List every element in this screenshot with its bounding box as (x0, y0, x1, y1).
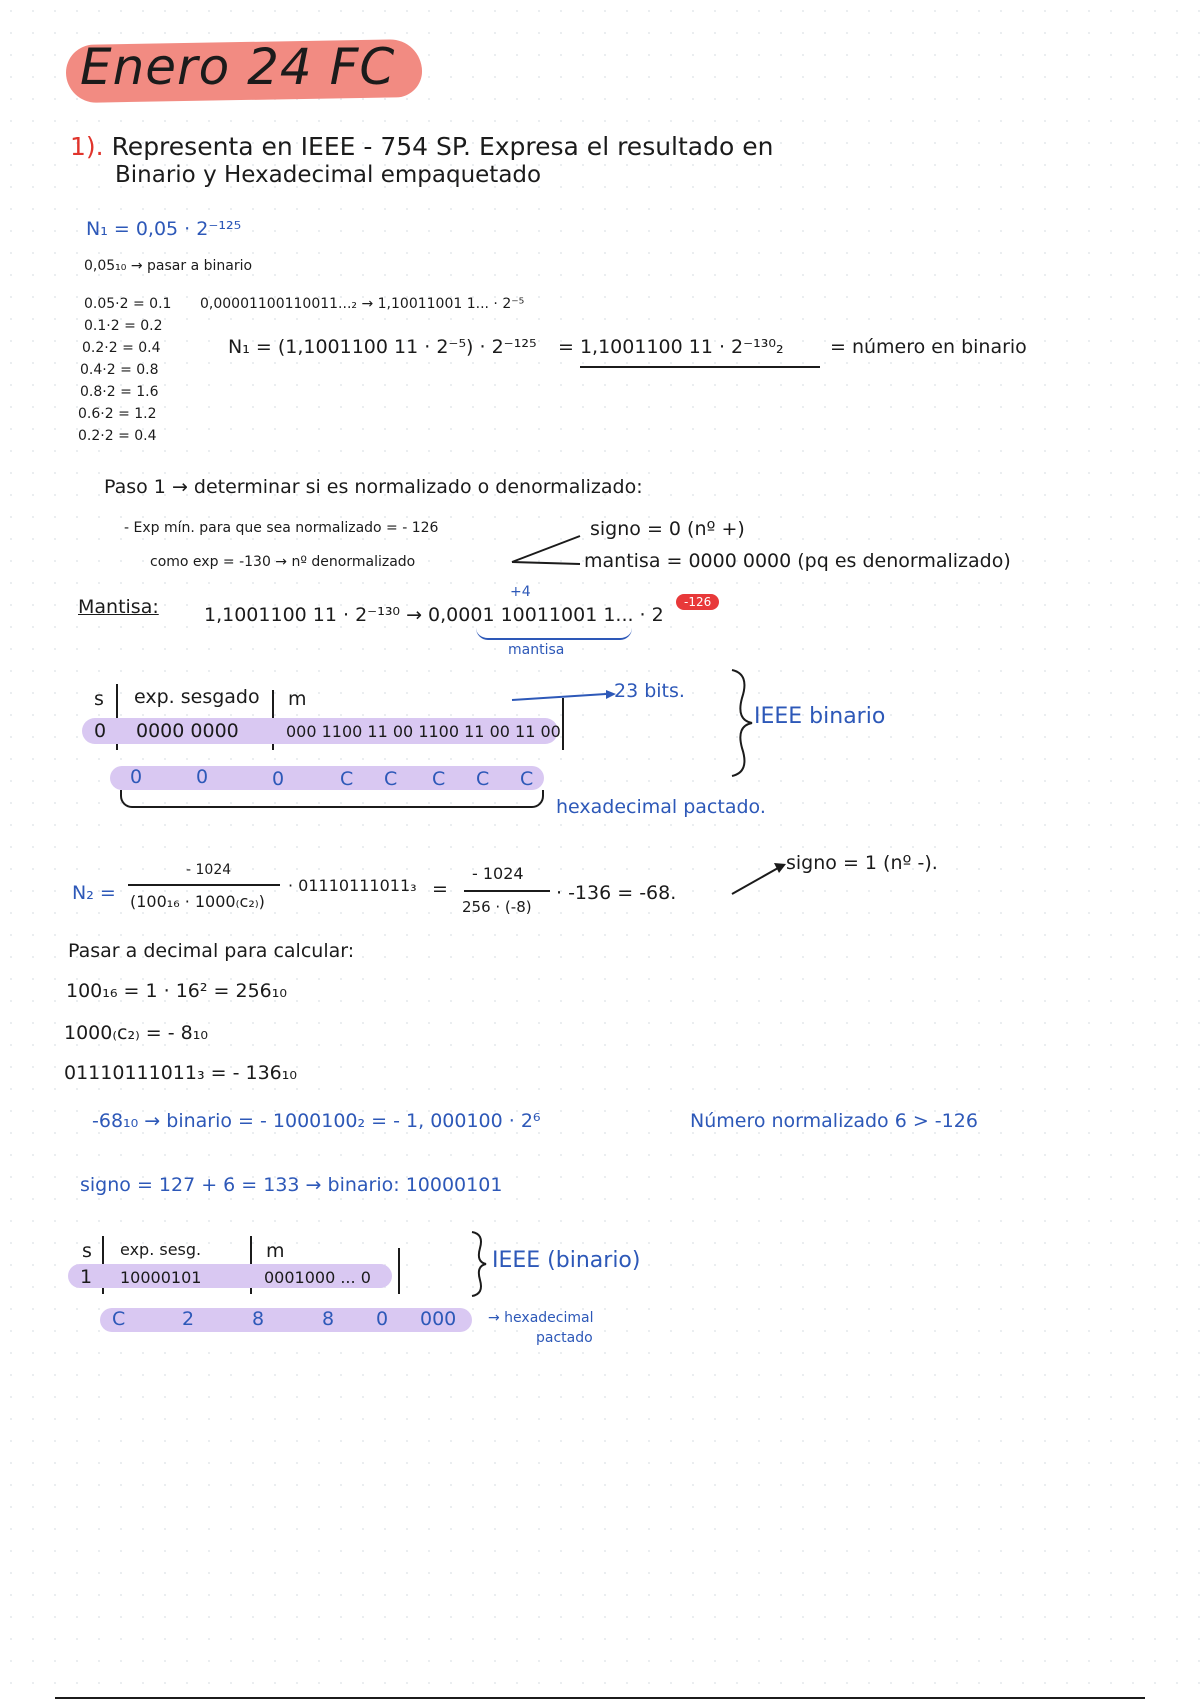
n1-result: = 1,1001100 11 · 2⁻¹³⁰₂ (558, 336, 784, 358)
t2-s-head: s (82, 1240, 92, 1262)
mult-step-4: 0.8·2 = 1.6 (80, 384, 159, 400)
t2-divider-3 (398, 1248, 400, 1294)
t1-m-head: m (288, 688, 307, 710)
question-number: 1). (70, 132, 104, 161)
t1-hex-1: 0 (196, 766, 209, 788)
t2-curly-brace (468, 1230, 492, 1298)
signo-arrow (730, 860, 790, 900)
t2-hex-4: 0 (376, 1308, 389, 1330)
t2-hex-3: 8 (322, 1308, 335, 1330)
n1-signo: signo = 0 (nº +) (590, 518, 745, 540)
n2-calc-2: 01110111011₃ = - 136₁₀ (64, 1062, 297, 1084)
exp-min: - Exp mín. para que sea normalizado = - 126 (124, 520, 439, 536)
t2-hex-label1: → hexadecimal (488, 1310, 594, 1326)
mult-step-5: 0.6·2 = 1.2 (78, 406, 157, 422)
n2-normalizado: Número normalizado 6 > -126 (690, 1110, 978, 1132)
t2-hex-1: 2 (182, 1308, 195, 1330)
n2-den: (100₁₆ · 1000₍c₂₎) (130, 892, 265, 911)
n1-definition: N₁ = 0,05 · 2⁻¹²⁵ (86, 218, 242, 240)
n2-signo-calc: signo = 127 + 6 = 133 → binario: 10000101 (80, 1174, 503, 1196)
mult-step-0: 0.05·2 = 0.1 (84, 296, 172, 312)
n2-fraction-bar-2 (464, 890, 550, 892)
t1-exp-val: 0000 0000 (136, 720, 239, 742)
t1-hex-2: 0 (272, 768, 285, 790)
t1-hex-4: C (384, 768, 398, 790)
t2-m-head: m (266, 1240, 285, 1262)
t1-bits: 23 bits. (614, 680, 685, 702)
n2-pasar: Pasar a decimal para calcular: (68, 940, 355, 962)
t1-s-head: s (94, 688, 104, 710)
como-exp: como exp = -130 → nº denormalizado (150, 554, 416, 570)
t1-hex-brace (120, 790, 544, 808)
t2-ieee-label: IEEE (binario) (492, 1248, 641, 1273)
n1-formula: N₁ = (1,1001100 11 · 2⁻⁵) · 2⁻¹²⁵ (228, 336, 537, 358)
mult-step-1: 0.1·2 = 0.2 (84, 318, 163, 334)
n1-pasar: 0,05₁₀ → pasar a binario (84, 258, 253, 274)
mantisa-note: mantisa = 0000 0000 (pq es denormalizado) (584, 550, 1011, 572)
t2-hex-2: 8 (252, 1308, 265, 1330)
t1-hex-7: C (520, 768, 534, 790)
t1-hex-5: C (432, 768, 446, 790)
t2-hex-0: C (112, 1308, 126, 1330)
t1-hex-label: hexadecimal pactado. (556, 796, 766, 818)
t2-exp-head: exp. sesg. (120, 1240, 202, 1259)
question-line1: Representa en IEEE - 754 SP. Expresa el resultado en (111, 132, 774, 161)
question-line2: Binario y Hexadecimal empaquetado (115, 162, 542, 188)
t2-hex-label2: pactado (536, 1330, 593, 1346)
n2-fraction-bar (128, 884, 280, 886)
n1-result-note: = número en binario (830, 336, 1027, 358)
mult-step-2: 0.2·2 = 0.4 (82, 340, 161, 356)
binary-expansion: 0,00001100110011...₂ → 1,10011001 1... · 2⁻⁵ (200, 296, 525, 312)
mantisa-sub: mantisa (508, 642, 565, 658)
t1-exp-head: exp. sesgado (134, 686, 260, 708)
n2-num: - 1024 (186, 862, 232, 878)
mantisa-expression: 1,1001100 11 · 2⁻¹³⁰ → 0,0001 10011001 1... · 2 (204, 604, 664, 626)
t1-hex-3: C (340, 768, 354, 790)
mantisa-brace (476, 628, 632, 640)
t1-s-val: 0 (94, 720, 107, 742)
n2-lhs: N₂ = (72, 882, 116, 904)
mult-step-6: 0.2·2 = 0.4 (78, 428, 157, 444)
question-1 (70, 132, 773, 161)
exp-pill: -126 (676, 594, 719, 610)
shift-amount: +4 (510, 584, 531, 600)
t2-m-val: 0001000 ... 0 (264, 1268, 371, 1287)
page-bottom-line (55, 1697, 1145, 1699)
t1-hex-0: 0 (130, 766, 143, 788)
n2-signo: signo = 1 (nº -). (786, 852, 938, 874)
result-underline (580, 366, 820, 368)
mult-step-3: 0.4·2 = 0.8 (80, 362, 159, 378)
n2-den2: 256 · (-8) (462, 898, 532, 916)
t1-ieee-label: IEEE binario (754, 704, 886, 729)
n2-binario: -68₁₀ → binario = - 1000100₂ = - 1, 000100 · 2⁶ (92, 1110, 541, 1132)
n2-rest: · -136 = -68. (556, 882, 677, 904)
t2-hex-5: 000 (420, 1308, 457, 1330)
n2-calc-0: 100₁₆ = 1 · 16² = 256₁₀ (66, 980, 287, 1002)
n2-calc-1: 1000₍c₂₎ = - 8₁₀ (64, 1022, 208, 1044)
n2-num2: - 1024 (472, 864, 524, 883)
n2-times: · 01110111011₃ (288, 876, 417, 895)
page-title: Enero 24 FC (80, 38, 396, 96)
t1-hex-6: C (476, 768, 490, 790)
bits-arrow (510, 690, 620, 710)
mantisa-label: Mantisa: (78, 596, 159, 618)
paso1: Paso 1 → determinar si es normalizado o denormalizado: (104, 476, 643, 498)
n2-eq: = (432, 878, 448, 900)
t2-s-val: 1 (80, 1266, 93, 1288)
t2-exp-val: 10000101 (120, 1268, 202, 1287)
t1-m-val: 000 1100 11 00 1100 11 00 11 00 (286, 722, 561, 741)
t2-hex-highlight (100, 1308, 472, 1332)
